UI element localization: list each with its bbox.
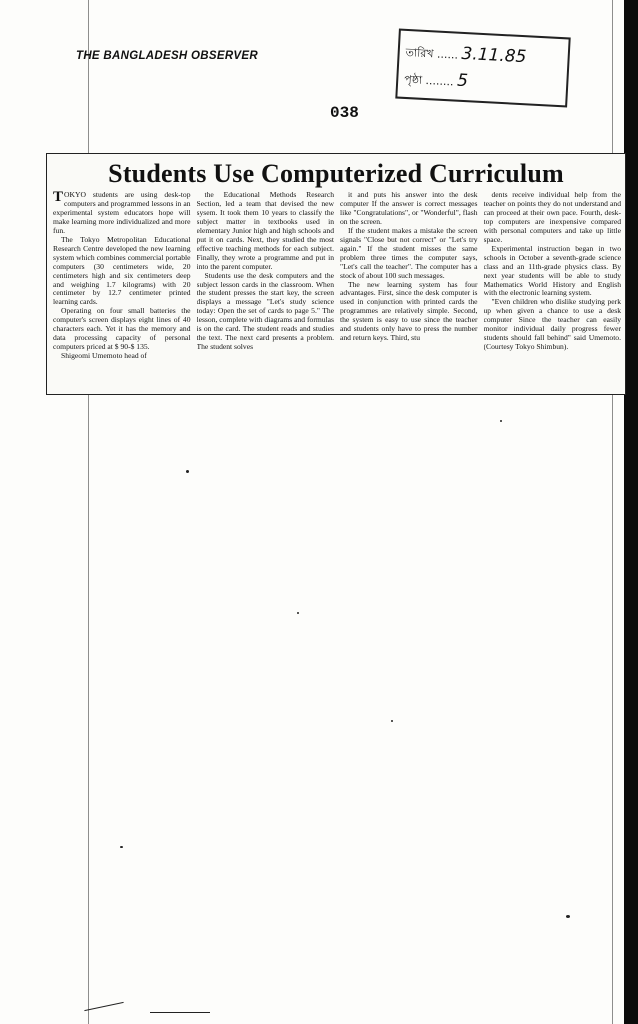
article-paragraph: it and puts his answer into the desk computer If the answer is correct messages like "Congratulations", or "Wonderful", flash on the screen. (340, 191, 478, 226)
article-paragraph: Students use the desk computers and the subject lesson cards in the classroom. When the student presses the start key, the screen displays a message "Let's study science today: Open the set of cards to page 5." The lesson, complete with diagrams and formulas is on the card. The student reads and studies the text. The next card presents a problem. The student solves (196, 270, 334, 352)
article-paragraph: Operating on four small batteries the computer's screen displays eight lines of 40 characters each. Yet it has the memory and data processing capacity of personal computers priced at $ 90-$ 135. (53, 306, 191, 352)
article-paragraph: the Educational Methods Research Section, led a team that devised the new sysem. It took them 10 years to classify the subject matter in textbooks used in elementary Junior high and high schools and put it on cards. Next, they studied the most effective teaching methods for each subject. Finally, they wrote a programme and put in into the parent computer. (196, 191, 334, 271)
article-paragraph: "Even children who dislike studying perk up when given a chance to use a desk computer Since the teacher can easily monitor individual daily progress fewer students should fall behind" said Umemoto. (Courtesy Tokyo Shimbun). (483, 297, 621, 352)
article-column-3 (340, 191, 478, 390)
corner-scrawl (84, 1002, 123, 1011)
scan-edge (624, 0, 638, 1024)
article-column-4 (484, 191, 622, 390)
scan-speck (120, 846, 123, 848)
article-paragraph: dents receive individual help from the teacher on points they do not understand and can proceed at their own pace. Fourth, desk-top computers are inexpensive compared with personal computers and take up little space. (483, 191, 621, 244)
article-paragraph: The Tokyo Metropolitan Educational Research Centre developed the new learning system which combines commercial portable computers (30 centimeters wide, 20 centimeters high and six centimeters deep and weighing 1.7 kilograms) with 20 centimeter by 12.7 centimeter printed learning cards. (53, 234, 191, 307)
article-paragraph: Shigeomi Umemoto head of (61, 351, 147, 361)
stamp-page-value: 5 (456, 70, 469, 92)
archive-stamp (395, 29, 570, 108)
article-paragraph: If the student makes a mistake the screen signals "Close but not correct" or "Let's try again." If the student misses the same problem three times the computer says, "Let's call the teacher". The computer has a stock of about 100 such messages. (340, 225, 478, 280)
scan-speck (186, 470, 189, 473)
drop-cap: T (53, 191, 64, 205)
article-headline: Students Use Computerized Curriculum (108, 159, 564, 188)
article-column-2 (197, 191, 335, 390)
stamp-date-value: 3.11.85 (461, 43, 527, 68)
stamp-date-row: তারিখ ...... 3.11.85 (405, 43, 527, 68)
newspaper-masthead: THE BANGLADESH OBSERVER (76, 50, 258, 62)
page-number: 038 (330, 104, 359, 122)
article-paragraph: The new learning system has four advantages. First, since the desk computer is used in conjunction with printed cards the programmes are relatively simple. Second, the system is easy to use since the teacher and students only have to press the number and return keys. Third, stu (340, 279, 478, 343)
stamp-date-label: তারিখ (405, 45, 434, 61)
scan-speck (391, 720, 393, 722)
stamp-page-label: পৃষ্ঠা (403, 72, 423, 87)
scan-speck (566, 915, 570, 918)
newspaper-clipping (46, 153, 626, 395)
stamp-page-row: পৃষ্ঠা ........ 5 (403, 70, 469, 92)
scan-speck (297, 612, 299, 614)
scan-speck (500, 420, 502, 422)
article-column-1 (53, 191, 191, 390)
article-paragraph: Experimental instruction began in two schools in October a seventh-grade science class and an 11th-grade physics class. By next year students will be able to study Mathematics World History and English with the electronic learning system. (483, 243, 621, 298)
article-body (53, 191, 621, 390)
corner-scrawl (150, 1012, 210, 1013)
article-paragraph: TOKYO students are using desk-top computers and programmed lessons in an experimental system educators hope will make learning more individualized and more fun. (53, 191, 191, 235)
